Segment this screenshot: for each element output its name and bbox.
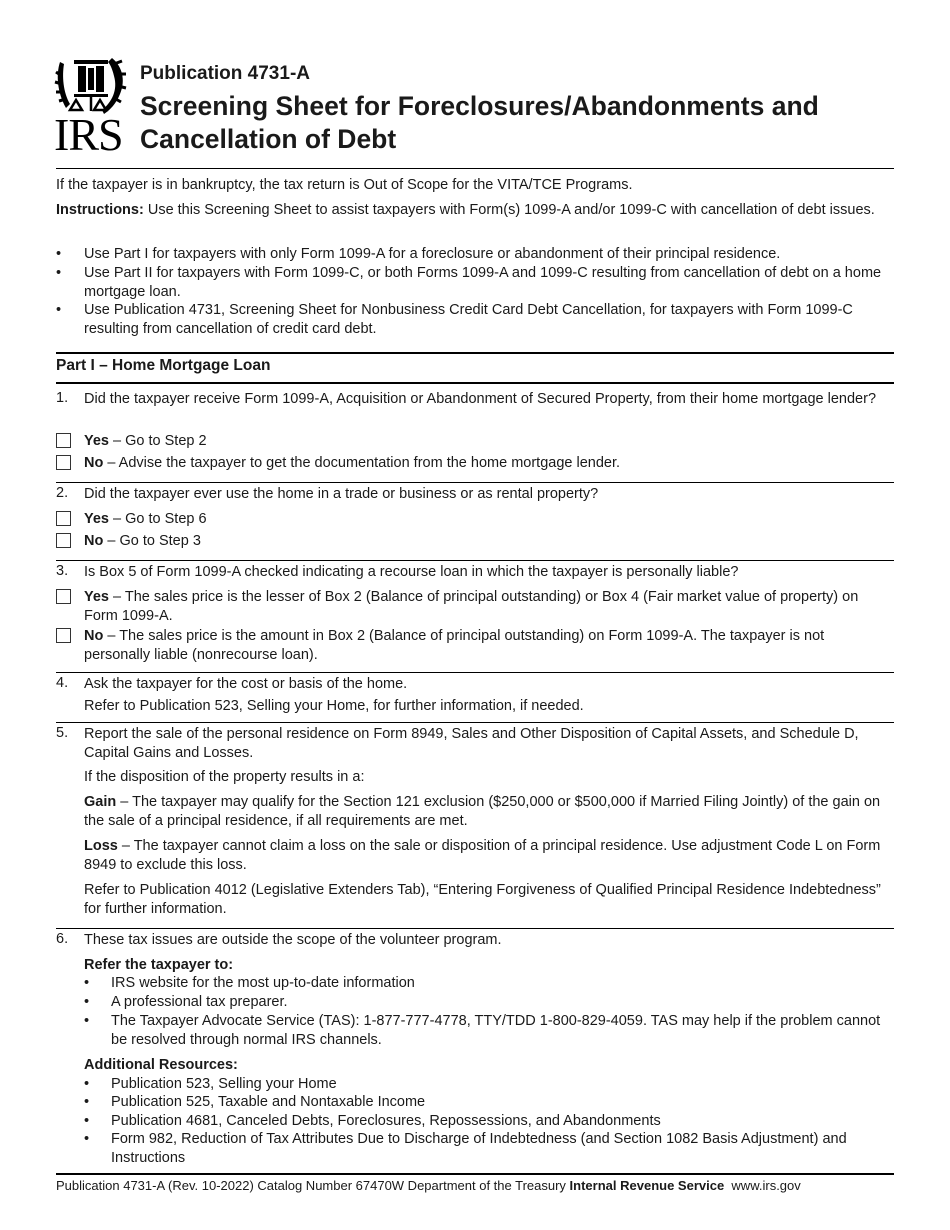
step-question: These tax issues are outside the scope of the volunteer program.: [84, 932, 502, 948]
footer-agency: Internal Revenue Service: [569, 1178, 725, 1193]
irs-wordmark: IRS: [54, 109, 123, 160]
no-checkbox[interactable]: [56, 455, 71, 470]
yes-checkbox[interactable]: [56, 433, 71, 448]
document-page: IRS Publication 4731-A Screening Sheet for Foreclosures/Abandonments and Cancellation of Debt If the taxpayer is in bankruptcy, the tax return is Out of Scope for the VITA/TCE Programs. Instructions: Use this Screening Sheet to assist taxpayers with Form(s) 1099-A and/or 1099-C with cancellation of debt issues. • Use Part I for taxpayers with only Form 1099-A for a foreclosure or abandonment of their principal residence. • Use Part II for taxpayers with Form 1099-C, or both Forms 1099-A and 1099-C resulting from cancellation of debt on a home mortgage loan. • Use Publication 4731, Screening Sheet for Nonbusiness Credit Card Debt Cancellation, for taxpayers with Form 1099-C resulting from cancellation of credit card debt. Part I – Home Mortgage Loan 1. Did the taxpayer receive Form 1099-A, Acquisition or Abandonment of Secured Property, from their home mortgage lender? Yes – Go to Step 2 No – Advise the taxpayer to get the documentation from the home mortgage lender. 2. Did the taxpayer ever use the home in a trade or business or as rental property? Yes – Go to Step 6 No – Go to Step 3 3. Is Box 5 of Form 1099-A checked indicating a recourse loan in which the taxpayer is personally liable? Yes – The sales price is the lesser of Box 2 (Balance of principal outstanding) or Box 4 (Fair market value of property) on Form 1099-A. No – The sales price is the amount in Box 2 (Balance of principal outstanding) on Form 1099-A. The taxpayer is not personally liable (nonrecourse loan). 4. Ask the taxpayer for the cost or basis of the home. Refer to Publication 523, Selling your Home, for further information, if needed. 5. Report the sale of the personal residence on Form 8949, Sales and Other Disposition of Capital Assets, and Schedule D, Capital Gains and Losses. If the disposition of the property results in a: Gain – The taxpayer may qualify for the Section 121 exclusion ($250,000 or $500,000 if Married Filing Jointly) of the gain on the sale of a principal residence, if all requirements are met. Loss – The taxpayer cannot claim a loss on the sale or disposition of a principal residence. Use adjustment Code L on Form 8949 to exclude this loss. Refer to Publication 4012 (Legislative Extenders Tab), “Entering Forgiveness of Qualified Principal Residence Indebtedness” for further information. 6. These tax issues are outside the scope of the volunteer program. Refer the taxpayer to: • IRS website for the most up-to-date information • A professional tax preparer. • The Taxpayer Advocate Service (TAS): 1-877-777-4778, TTY/TDD 1-800-829-4059. TAS may help if the problem cannot be resolved through normal IRS channels. Additional Resources: • Publication 523, Selling your Home • Publication 525, Taxable and Nontaxable Income • Publication 4681, Canceled Debts, Foreclosures, Repossessions, and Abandonments • Form 982, Reduction of Tax Attributes Due to Discharge of Indebtedness (and Section 1082 Basis Adjustment) and Instructions Publication 4731-A (Rev. 10-2022) Catalog Number 67470W Department of the Treasury Internal Revenue Service www.irs.gov: [0, 0, 950, 1230]
instructions-label: Instructions:: [56, 202, 144, 218]
section-divider: [56, 382, 894, 384]
step-number: 2.: [56, 485, 69, 501]
footer-divider: [56, 1173, 894, 1175]
step-number: 3.: [56, 563, 69, 579]
irs-eagle-emblem-icon: [54, 54, 128, 116]
page-footer: [56, 1178, 801, 1193]
irs-logo: [54, 54, 128, 158]
gain-paragraph: Gain – The taxpayer may qualify for the Section 121 exclusion ($250,000 or $500,000 if Married Filing Jointly) of the gain on the sale of a principal residence, if all requirements are met.: [84, 794, 881, 829]
yes-checkbox[interactable]: [56, 589, 71, 604]
refer-heading: Refer the taxpayer to:: [84, 957, 234, 973]
header-divider: [56, 168, 894, 169]
footer-url: www.irs.gov: [731, 1178, 801, 1193]
step-note: Refer to Publication 523, Selling your Home, for further information, if needed.: [84, 698, 584, 714]
step-divider: [56, 482, 894, 483]
part-heading: Part I – Home Mortgage Loan: [56, 357, 271, 374]
step-number: 1.: [56, 390, 69, 406]
refer-paragraph: Refer to Publication 4012 (Legislative Extenders Tab), “Entering Forgiveness of Qualified Principal Residence Indebtedness” for further information.: [84, 882, 881, 917]
step-divider: [56, 560, 894, 561]
no-checkbox[interactable]: [56, 533, 71, 548]
publication-number: Publication 4731-A: [140, 63, 310, 84]
footer-publication-info: Publication 4731-A (Rev. 10-2022) Catalog Number 67470W Department of the Treasury: [56, 1178, 570, 1193]
step-question: Ask the taxpayer for the cost or basis of the home.: [84, 676, 408, 692]
instructions-text: Use this Screening Sheet to assist taxpayers with Form(s) 1099-A and/or 1099-C with cancellation of debt issues.: [143, 202, 875, 218]
step-divider: [56, 672, 894, 673]
step-question: Did the taxpayer ever use the home in a trade or business or as rental property?: [84, 486, 599, 502]
step-question: Is Box 5 of Form 1099-A checked indicating a recourse loan in which the taxpayer is personally liable?: [84, 564, 739, 580]
instructions: [56, 201, 894, 220]
disposition-intro: If the disposition of the property results in a:: [84, 769, 365, 785]
bankruptcy-note: If the taxpayer is in bankruptcy, the tax return is Out of Scope for the VITA/TCE Programs.: [56, 177, 633, 193]
yes-checkbox[interactable]: [56, 511, 71, 526]
resources-heading: Additional Resources:: [84, 1057, 238, 1073]
step-question: Report the sale of the personal residence on Form 8949, Sales and Other Disposition of Capital Assets, and Schedule D, Capital Gains and Losses.: [84, 726, 859, 761]
step-number: 5.: [56, 725, 69, 741]
step-divider: [56, 928, 894, 929]
page-title: Screening Sheet for Foreclosures/Abandonments and Cancellation of Debt: [140, 91, 819, 154]
loss-paragraph: Loss – The taxpayer cannot claim a loss on the sale or disposition of a principal residence. Use adjustment Code L on Form 8949 to exclude this loss.: [84, 838, 881, 873]
step-divider: [56, 722, 894, 723]
section-divider: [56, 352, 894, 354]
no-checkbox[interactable]: [56, 628, 71, 643]
step-number: 4.: [56, 675, 69, 691]
step-question: Did the taxpayer receive Form 1099-A, Acquisition or Abandonment of Secured Property, from their home mortgage lender?: [84, 391, 877, 407]
step-number: 6.: [56, 931, 69, 947]
